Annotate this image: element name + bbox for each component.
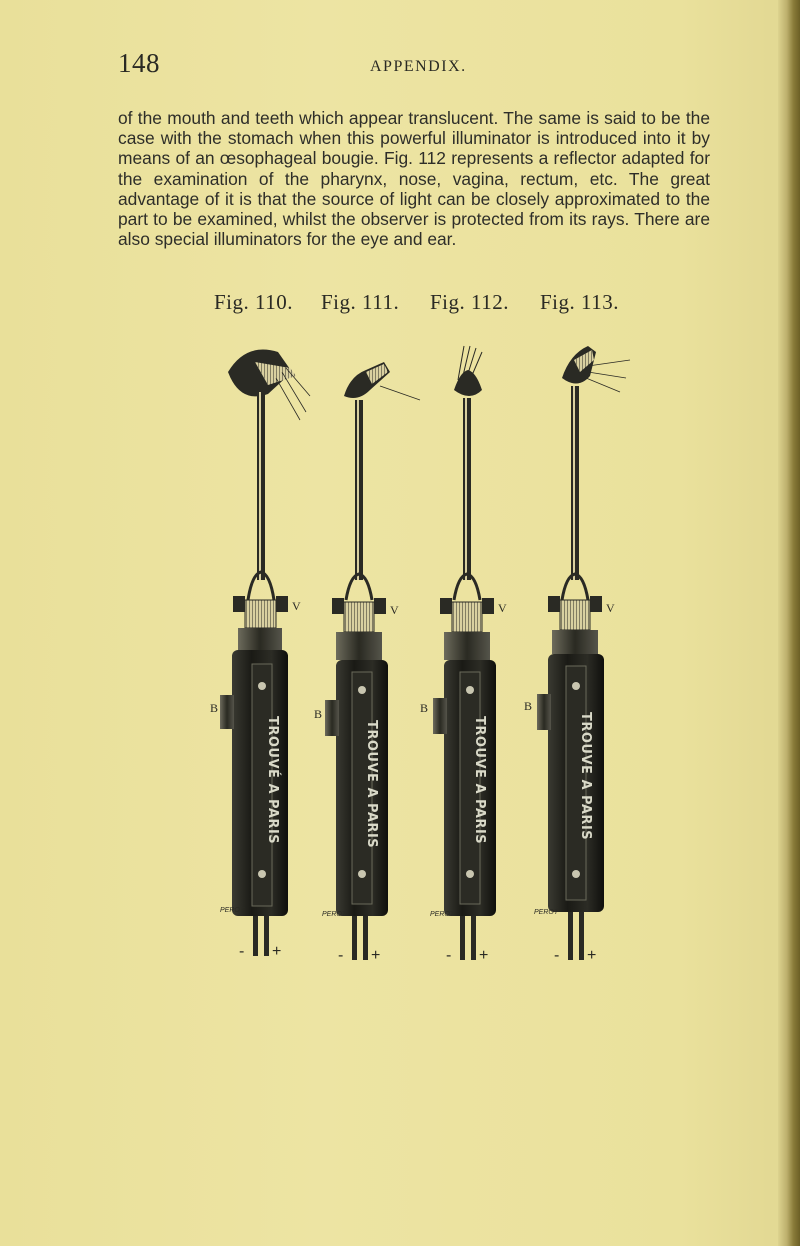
- fig112-label-v: V: [498, 601, 507, 615]
- figure-112-illuminator: [433, 346, 496, 960]
- body-paragraph: of the mouth and teeth which appear translucent. The same is said to be the case with the stomach when this powerful illuminator is introduced into it by means of an œsophageal bougie. Fig. 112 represents a reflector adapted for the examination of the pharynx, nose, vagina, rectum, etc. The great advantage of it is that the source of light can be closely approximated to the part to be examined, whilst the observer is protected from its rays. There are also special illuminators for the eye and ear.: [118, 108, 710, 250]
- figure-111-illuminator: [325, 362, 420, 960]
- fig112-label-pivot: PEROT: [430, 911, 455, 918]
- fig111-label-pivot: PEROT: [322, 911, 347, 918]
- fig113-inscription: TROUVE A PARIS: [578, 712, 593, 841]
- fig112-inscription: TROUVE A PARIS: [472, 716, 487, 845]
- fig113-label-b: B: [524, 699, 533, 713]
- fig110-minus: -: [239, 943, 245, 960]
- running-head: APPENDIX.: [370, 58, 467, 75]
- fig112-plus: +: [479, 947, 489, 964]
- caption-fig-113: Fig. 113.: [540, 290, 619, 314]
- fig111-plus: +: [371, 947, 381, 964]
- fig110-plus: +: [272, 943, 282, 960]
- fig112-reflector: [454, 370, 482, 396]
- fig113-label-v: V: [606, 601, 615, 615]
- fig111-inscription: TROUVE A PARIS: [364, 720, 379, 849]
- fig110-inscription: TROUVÉ A PARIS: [265, 716, 280, 845]
- caption-fig-112: Fig. 112.: [430, 290, 509, 314]
- fig110-label-pivot: PEROT: [220, 907, 245, 914]
- fig111-label-v: V: [390, 603, 399, 617]
- fig112-minus: -: [446, 947, 452, 964]
- fig113-plus: +: [587, 947, 597, 964]
- fig113-minus: -: [554, 947, 560, 964]
- page-number: 148: [118, 48, 160, 78]
- fig113-label-pivot: PEROT: [534, 909, 559, 916]
- fig110-label-b: B: [210, 701, 219, 715]
- fig112-label-b: B: [420, 701, 429, 715]
- caption-fig-111: Fig. 111.: [321, 290, 400, 314]
- caption-fig-110: Fig. 110.: [214, 290, 293, 314]
- figure-110-illuminator: [220, 350, 310, 957]
- fig111-label-b: B: [314, 707, 323, 721]
- fig111-minus: -: [338, 947, 344, 964]
- figure-113-illuminator: [537, 346, 630, 960]
- fig110-label-v: V: [292, 599, 301, 613]
